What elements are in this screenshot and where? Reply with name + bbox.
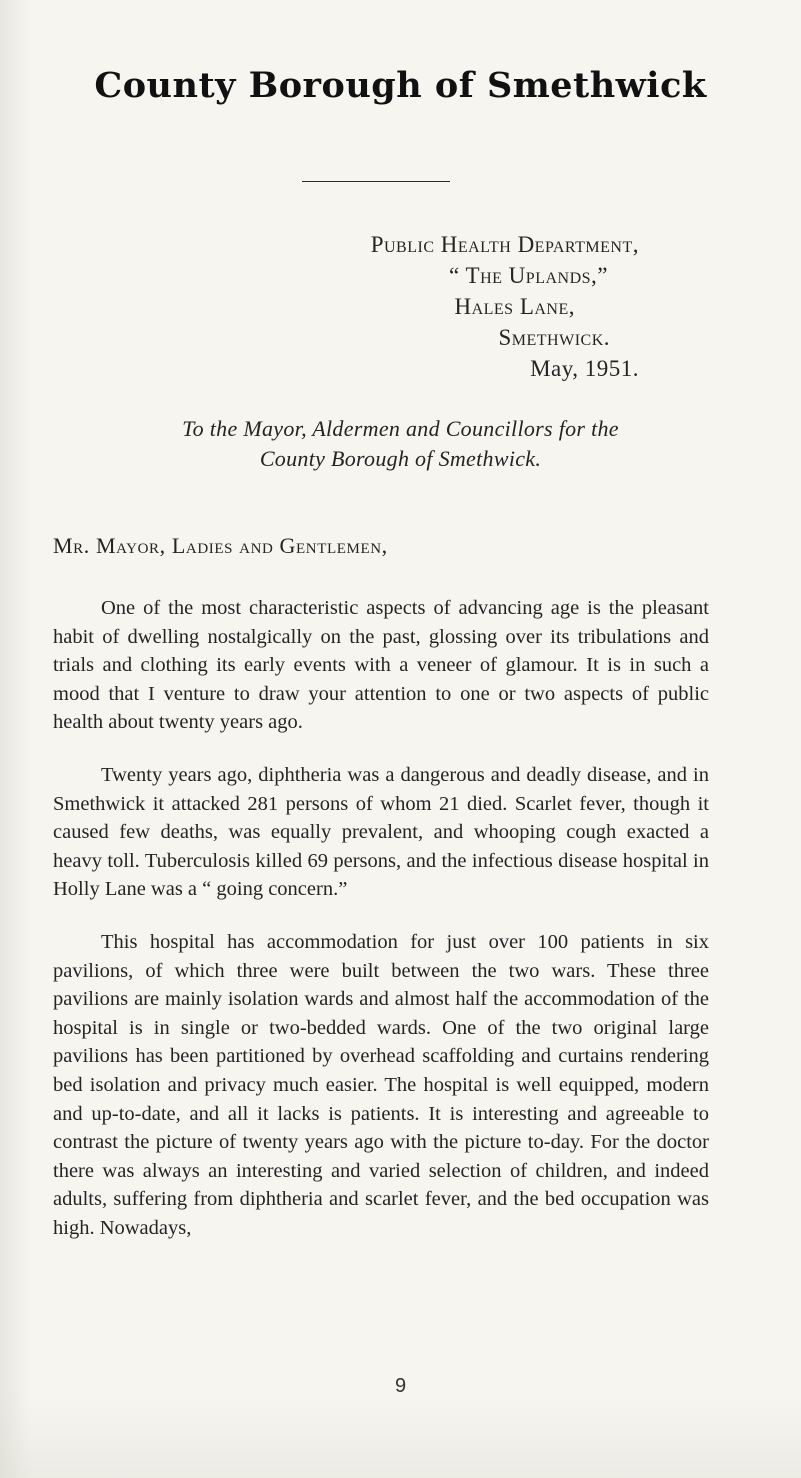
page-number: 9 [394,1375,407,1397]
letter-date: May, 1951. [530,356,639,381]
address-line-town: Smethwick. [498,325,610,350]
sender-address [371,229,639,384]
address-line-department: Public Health Department, [370,232,639,257]
page-edge-shadow [0,0,30,1478]
body-paragraph-2: Twenty years ago, diphtheria was a dangerous and deadly disease, and in Smethwick it attacked 281 persons of whom 21 died. Scarlet fever, though it caused few deaths, was equally prevalent, and whooping cough exacted a heavy toll. Tuberculosis killed 69 persons, and the infectious disease hospital in Holly Lane was a “ going concern.” [53,763,709,901]
body-paragraph-1: One of the most characteristic aspects of advancing age is the pleasant habit of dwelling nostalgically on the past, glossing over its tribulations and trials and clothing its early events with a veneer of glamour. It is in such a mood that I venture to draw your attention to one or two aspects of public health about twenty years ago. [53,597,709,734]
document-masthead: County Borough of Smethwick [94,65,707,106]
page-bottom-shadow [0,1398,801,1478]
letter-body [53,594,709,1266]
address-line-street: Hales Lane, [454,294,575,319]
address-line-building: “ The Uplands,” [449,263,608,288]
salutation: Mr. Mayor, Ladies and Gentlemen, [53,533,388,558]
addressee-line-1: To the Mayor, Aldermen and Councillors for the [182,416,619,441]
addressee-block [0,414,801,474]
masthead-rule [302,181,450,182]
body-paragraph-3: This hospital has accommodation for just over 100 patients in six pavilions, of which three were built between the two wars. These three pavilions are mainly isolation wards and almost half the accommodation of the hospital is in single or two-bedded wards. One of the two original large pavilions has been partitioned by overhead scaffolding and curtains rendering bed isolation and privacy much easier. The hospital is well equipped, modern and up-to-date, and all it lacks is patients. It is interesting and agreeable to contrast the picture of twenty years ago with the picture to-day. For the doctor there was always an interesting and varied selection of children, and indeed adults, suffering from diphtheria and scarlet fever, and the bed occupation was high. Nowadays, [53,930,709,1239]
addressee-line-2: County Borough of Smethwick. [259,446,542,471]
